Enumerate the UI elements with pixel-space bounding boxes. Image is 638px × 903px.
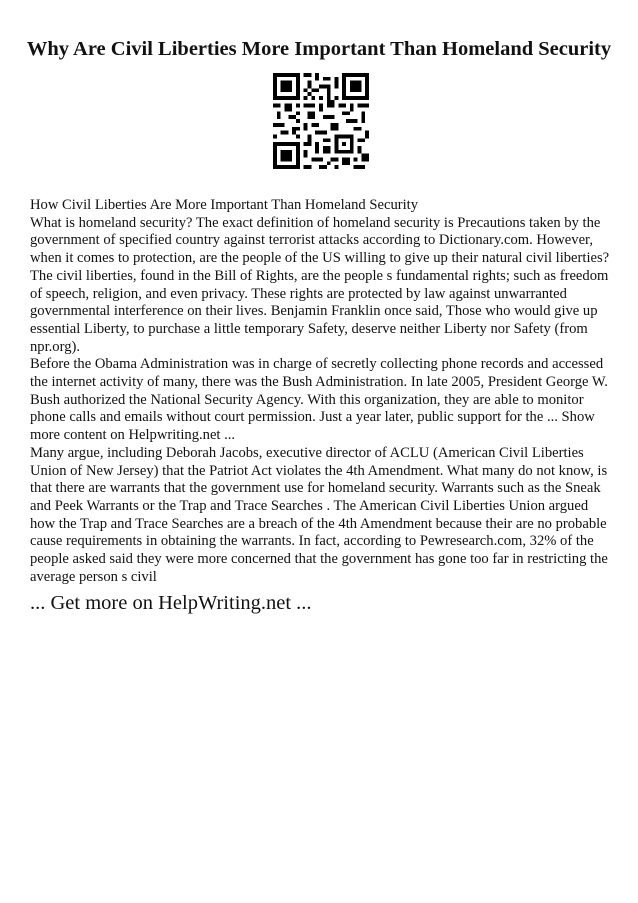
get-more-link[interactable]: ... Get more on HelpWriting.net ... <box>30 592 312 614</box>
article-paragraph: Before the Obama Administration was in charge of secretly collecting phone records and accessed the internet activity of many, there was the Bush Administration. In late 2005, President George W. Bush authorized the National Security Agency. With this organization, they are able to monitor phone calls and emails without court permission. Just a year later, public support for the ... Show more content on Helpwriting.net ... <box>30 356 608 444</box>
article-paragraph: Many argue, including Deborah Jacobs, executive director of ACLU (American Civil Liberties Union of New Jersey) that the Patriot Act violates the 4th Amendment. What many do not know, is that there are warrants that the government use for homeland security. Warrants such as the Sneak and Peek Warrants or the Trap and Trace Searches . The American Civil Liberties Union argued how the Trap and Trace Searches are a breach of the 4th Amendment because their are no probable cause requirements in obtaining the warrants. In fact, according to Pewresearch.com, 32% of the people asked said they were more concerned that the government has gone too far in restricting the average person s civil <box>30 444 608 585</box>
article-subheading: How Civil Liberties Are More Important Than Homeland Security <box>30 197 419 213</box>
article-paragraph: What is homeland security? The exact definition of homeland security is Precautions taken by the government of specified country against terrorist attacks according to Dictionary.com. However, when it comes to protection, are the people of the US willing to give up their natural civil liberties? The civil liberties, found in the Bill of Rights, are the people s fundamental rights; such as freedom of speech, religion, and even privacy. These rights are protected by law against unwarranted governmental interference on their lives. Benjamin Franklin once said, Those who would give up essential Liberty, to purchase a little temporary Safety, deserve neither Liberty nor Safety (from npr.org). <box>30 214 610 355</box>
qr-code-icon <box>273 73 369 169</box>
document-title: Why Are Civil Liberties More Important Than Homeland Security <box>26 38 612 60</box>
article-body <box>30 197 612 586</box>
